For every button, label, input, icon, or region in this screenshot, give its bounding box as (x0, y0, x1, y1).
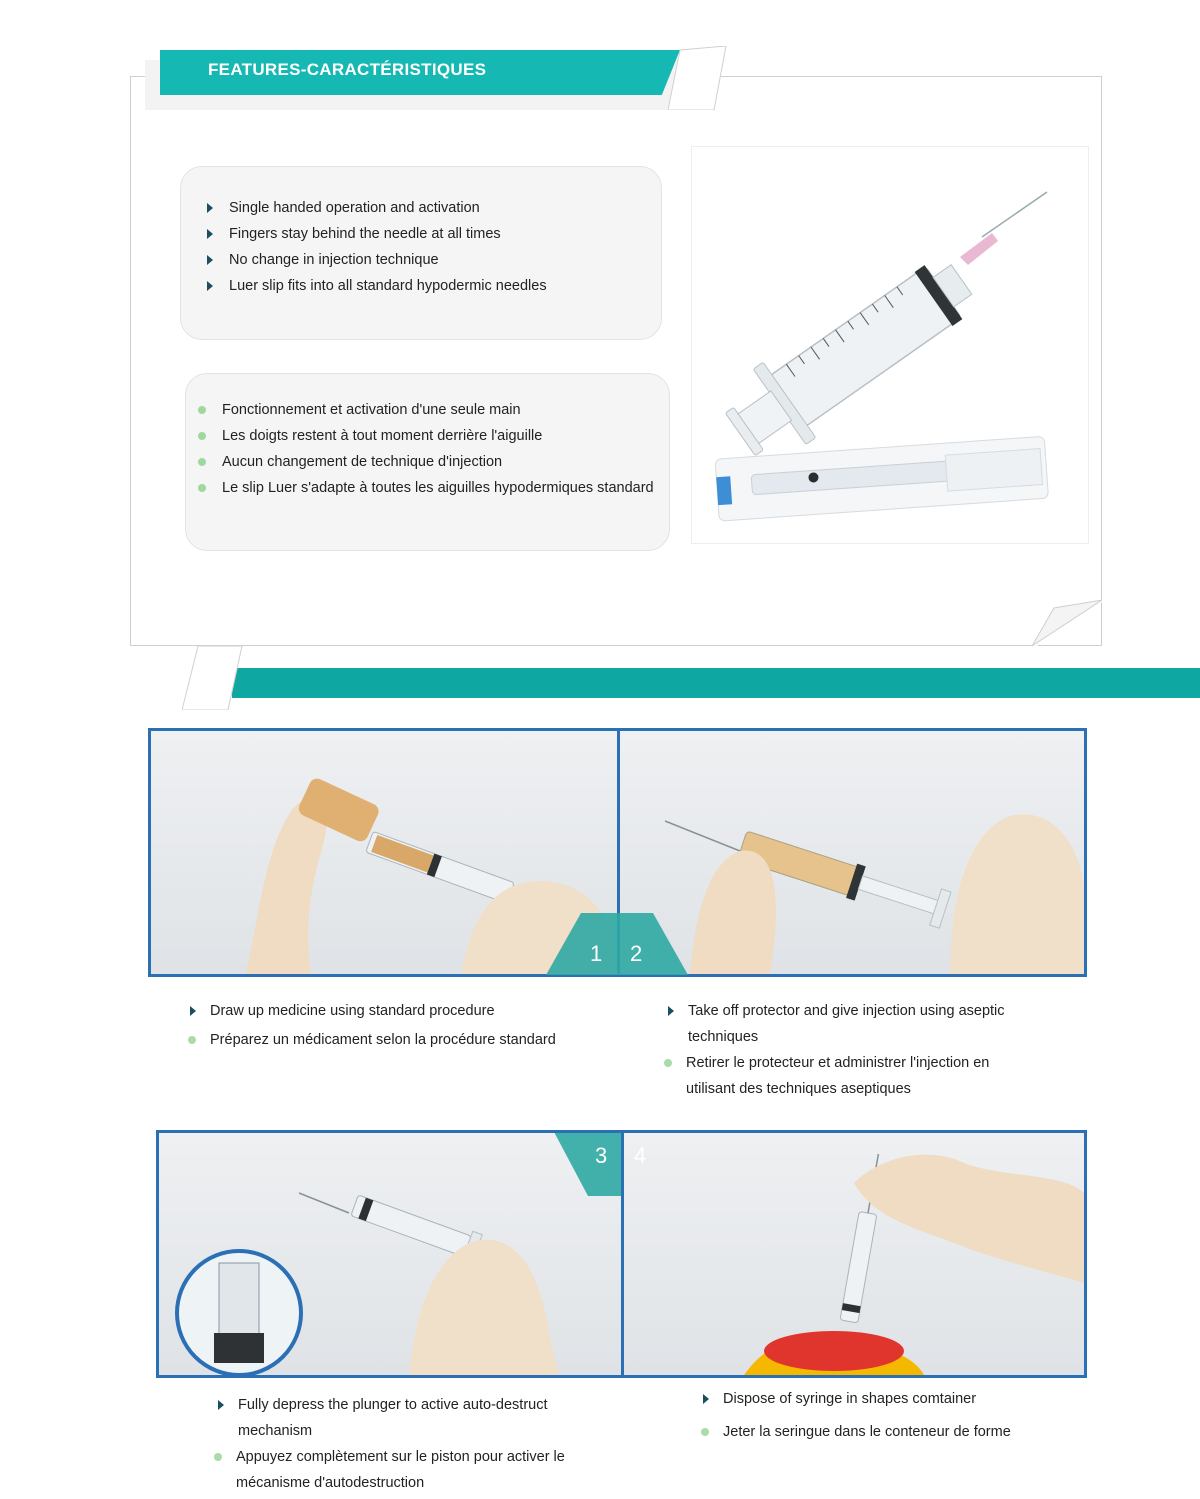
list-item: Les doigts restent à tout moment derrière l'aiguille (222, 423, 654, 449)
step-1-caption (210, 998, 556, 1053)
hand-depressing-plunger-illustration (159, 1133, 621, 1375)
arrow-bullet-icon (190, 1006, 196, 1016)
dot-bullet-icon (198, 458, 206, 466)
step-2-caption (688, 998, 1005, 1102)
step-number: 3 (595, 1143, 608, 1168)
step-3-photo (156, 1130, 624, 1378)
list-item: No change in injection technique (229, 247, 547, 273)
list-item: Le slip Luer s'adapte à toutes les aiguilles hypodermiques standard (222, 475, 654, 501)
step-4-french: Jeter la seringue dans le conteneur de forme (723, 1419, 1011, 1445)
dot-bullet-icon (188, 1036, 196, 1044)
step-1-2-badge-icon (546, 913, 688, 975)
step-4-photo (621, 1130, 1087, 1378)
step-2-english: Take off protector and give injection using aseptic (688, 998, 1005, 1024)
step-number: 1 (590, 941, 603, 966)
dot-bullet-icon (701, 1428, 709, 1436)
teal-divider (232, 668, 1200, 698)
features-french-list (222, 397, 654, 501)
hand-disposing-syringe-illustration (624, 1133, 1084, 1375)
arrow-bullet-icon (207, 281, 213, 291)
dot-bullet-icon (198, 432, 206, 440)
dot-bullet-icon (214, 1453, 222, 1461)
step-3-french-cont: mécanisme d'autodestruction (236, 1475, 425, 1491)
step-3-caption (238, 1392, 565, 1496)
product-image (691, 146, 1089, 544)
dot-bullet-icon (198, 406, 206, 414)
arrow-bullet-icon (207, 203, 213, 213)
step-3-french: Appuyez complètement sur le piston pour activer le (236, 1444, 565, 1470)
dot-bullet-icon (198, 484, 206, 492)
slash-decoration (182, 646, 244, 710)
page-curl-decoration (1032, 600, 1102, 648)
hands-removing-protector-illustration (620, 731, 1084, 974)
list-item: Aucun changement de technique d'injection (222, 449, 654, 475)
step-2-french: Retirer le protecteur et administrer l'injection en (686, 1050, 1005, 1076)
step-3-4-badge-icon (553, 1130, 624, 1196)
step-1-french: Préparez un médicament selon la procédure standard (210, 1027, 556, 1053)
features-english-list (229, 195, 547, 299)
step-number: 4 (634, 1143, 647, 1168)
step-4-caption (723, 1386, 1011, 1445)
list-item: Luer slip fits into all standard hypodermic needles (229, 273, 547, 299)
step-2-english-cont: techniques (688, 1029, 759, 1045)
list-item: Fonctionnement et activation d'une seule main (222, 397, 654, 423)
step-4-english: Dispose of syringe in shapes comtainer (723, 1386, 1011, 1412)
step-2-french-cont: utilisant des techniques aseptiques (686, 1081, 911, 1097)
step-1-english: Draw up medicine using standard procedure (210, 998, 556, 1024)
list-item: Single handed operation and activation (229, 195, 547, 221)
slash-decoration (668, 46, 728, 110)
syringe-illustration (692, 147, 1090, 545)
dot-bullet-icon (664, 1059, 672, 1067)
arrow-bullet-icon (703, 1394, 709, 1404)
arrow-bullet-icon (207, 255, 213, 265)
section-title: FEATURES-CARACTÉRISTIQUES (208, 60, 487, 79)
step-3-english-cont: mechanism (238, 1423, 313, 1439)
step-number: 2 (630, 941, 643, 966)
step-3-english: Fully depress the plunger to active auto-destruct (238, 1392, 565, 1418)
arrow-bullet-icon (207, 229, 213, 239)
arrow-bullet-icon (218, 1400, 224, 1410)
list-item: Fingers stay behind the needle at all times (229, 221, 547, 247)
arrow-bullet-icon (668, 1006, 674, 1016)
